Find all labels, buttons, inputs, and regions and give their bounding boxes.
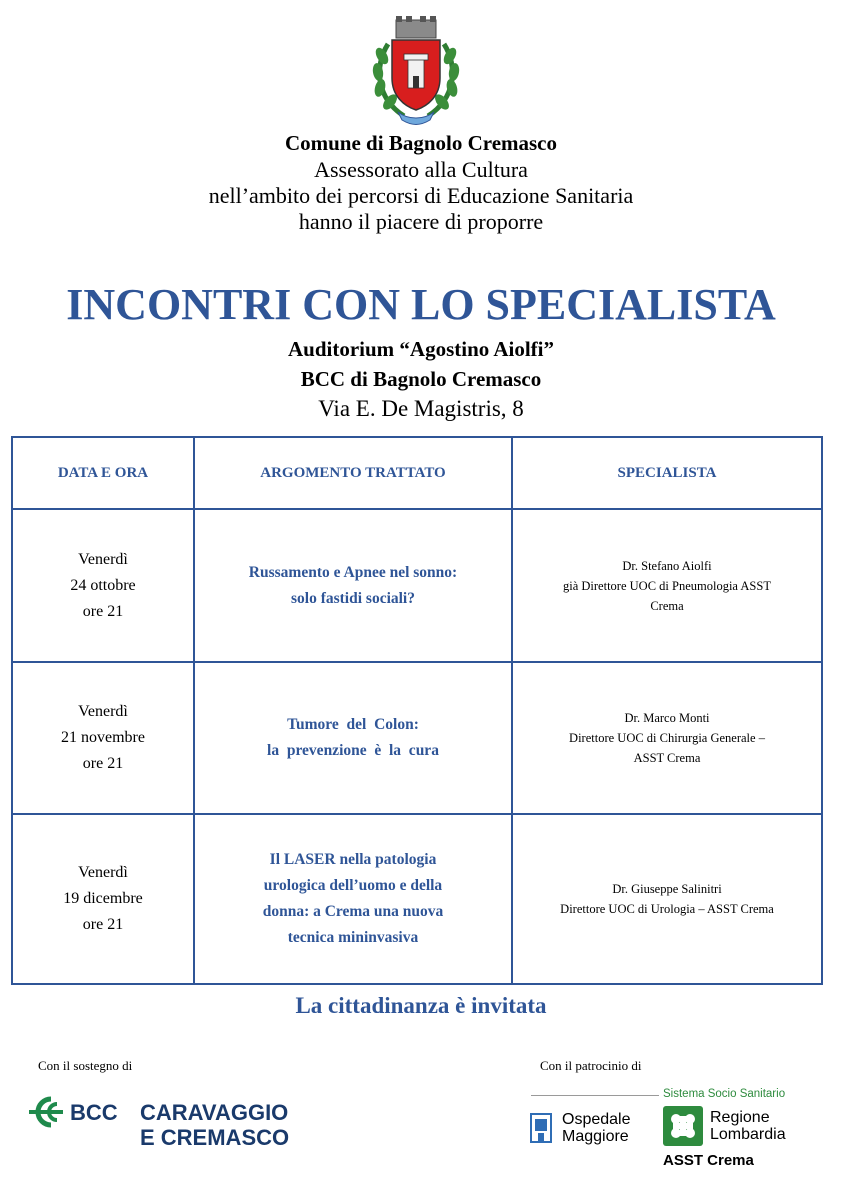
specialist-name: Dr. Giuseppe Salinitri [612, 882, 722, 896]
sponsor-name-line: E CREMASCO [140, 1125, 290, 1150]
topic-cell [194, 814, 512, 984]
date-day: Venerdì [78, 703, 128, 720]
hospital-name [562, 1111, 631, 1145]
venue-name: Auditorium “Agostino Aiolfi” [287, 337, 555, 361]
topic-line: donna: a Crema una nuova [262, 903, 444, 920]
specialist-role: Crema [650, 598, 684, 613]
table-header-row [12, 437, 822, 509]
venue-host: BCC di Bagnolo Cremasco [300, 367, 542, 391]
topic-cell [194, 509, 512, 662]
divider [531, 1095, 659, 1096]
patronage-label: Con il patrocinio di [540, 1058, 642, 1073]
venue-address: Via E. De Magistris, 8 [318, 396, 524, 421]
date-date: 21 novembre [61, 729, 145, 746]
support-label: Con il sostegno di [38, 1058, 133, 1073]
topic-cell [194, 662, 512, 814]
specialist-name: Dr. Stefano Aiolfi [622, 558, 712, 573]
topic-line: solo fastidi sociali? [290, 589, 415, 607]
topic-line: Tumore del Colon: [287, 716, 419, 733]
date-time: ore 21 [82, 755, 124, 772]
hospital-name-line: Ospedale [562, 1111, 631, 1128]
date-cell [12, 662, 194, 814]
header-topic: ARGOMENTO TRATTATO [194, 437, 512, 509]
intro-line: hanno il piacere di proporre [298, 209, 544, 234]
bcc-logo-icon [27, 1095, 67, 1129]
context-line: nell’ambito dei percorsi di Educazione Sanitaria [208, 183, 634, 208]
specialist-cell [512, 662, 822, 814]
region-name-line: Regione [710, 1109, 770, 1126]
date-date: 19 dicembre [63, 890, 143, 907]
sponsor-short: BCC [70, 1100, 118, 1125]
department-name: Assessorato alla Cultura [314, 157, 528, 182]
hospital-name-line: Maggiore [562, 1128, 629, 1145]
date-time: ore 21 [82, 602, 124, 620]
header-specialist: SPECIALISTA [512, 437, 822, 509]
specialist-role: Direttore UOC di Urologia – ASST Crema [560, 902, 774, 916]
sponsor-name-line: CARAVAGGIO [140, 1100, 289, 1125]
date-time: ore 21 [82, 916, 124, 933]
specialist-role: ASST Crema [633, 751, 701, 765]
topic-line: Il LASER nella patologia [269, 851, 437, 868]
page-title: INCONTRI CON LO SPECIALISTA [66, 280, 776, 329]
specialist-cell [512, 509, 822, 662]
asst-name: ASST Crema [663, 1152, 754, 1169]
header-date: DATA E ORA [12, 437, 194, 509]
topic-line: tecnica mininvasiva [287, 929, 419, 946]
topic-line: Russamento e Apnee nel sonno: [248, 563, 458, 581]
table-row [12, 509, 822, 662]
municipal-crest-icon [368, 16, 464, 126]
region-name-line: Lombardia [710, 1126, 786, 1143]
date-day: Venerdì [78, 864, 128, 881]
date-day: Venerdì [78, 550, 128, 568]
specialist-role: Direttore UOC di Chirurgia Generale – [569, 731, 765, 745]
table-row [12, 814, 822, 984]
topic-line: la prevenzione è la cura [267, 742, 439, 759]
topic-line: urologica dell’uomo e della [263, 877, 443, 894]
municipality-name: Comune di Bagnolo Cremasco [284, 131, 558, 155]
events-table [11, 436, 823, 985]
specialist-name: Dr. Marco Monti [624, 711, 710, 725]
region-cross-icon [663, 1106, 703, 1146]
specialist-cell [512, 814, 822, 984]
date-date: 24 ottobre [70, 576, 136, 594]
system-label: Sistema Socio Sanitario [663, 1088, 786, 1100]
specialist-role: già Direttore UOC di Pneumologia ASST [563, 578, 771, 593]
region-name [710, 1109, 786, 1143]
table-row [12, 662, 822, 814]
hospital-icon [530, 1113, 552, 1143]
date-cell [12, 814, 194, 984]
invite-text: La cittadinanza è invitata [295, 993, 547, 1018]
sponsor-name [140, 1100, 289, 1150]
date-cell [12, 509, 194, 662]
